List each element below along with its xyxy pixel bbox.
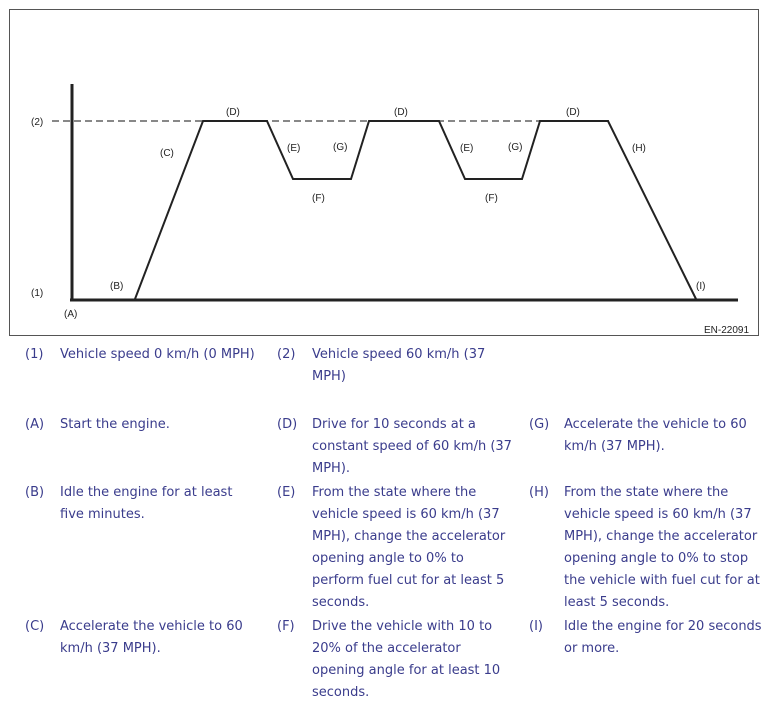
legend-key: (2) — [277, 347, 296, 362]
legend-text: Start the engine. — [60, 417, 170, 432]
legend-text: Drive the vehicle with 10 to 20% of the accelerator opening angle for at least 10 seconds. — [312, 619, 501, 700]
drive-cycle-figure — [9, 9, 759, 336]
label-i: (I) — [696, 281, 706, 292]
label-d-3: (D) — [566, 107, 580, 118]
legend-text: From the state where the vehicle speed is 60 km/h (37 MPH), change the accelerator opening angle to 0% to perform fuel cut for at least 5 seconds. — [312, 485, 506, 610]
label-e-2: (E) — [460, 143, 474, 154]
legend-key: (F) — [277, 619, 295, 634]
label-a: (A) — [64, 309, 78, 320]
label-speed-high: (2) — [31, 117, 44, 128]
legend-text: Accelerate the vehicle to 60 km/h (37 MPH). — [60, 619, 243, 656]
legend-key: (E) — [277, 485, 296, 500]
label-d-1: (D) — [226, 107, 240, 118]
label-b: (B) — [110, 281, 124, 292]
label-g-1: (G) — [333, 142, 348, 153]
legend-key: (I) — [529, 619, 543, 634]
figure-id: EN-22091 — [704, 325, 750, 336]
legend-key: (H) — [529, 485, 549, 500]
legend-key: (1) — [25, 347, 44, 362]
label-c: (C) — [160, 148, 174, 159]
legend-key: (B) — [25, 485, 45, 500]
label-e-1: (E) — [287, 143, 301, 154]
legend-text: Drive for 10 seconds at a constant speed of 60 km/h (37 MPH). — [312, 417, 512, 476]
speed-profile-diagram — [10, 10, 760, 337]
label-g-2: (G) — [508, 142, 523, 153]
legend-text: From the state where the vehicle speed is 60 km/h (37 MPH), change the accelerator opening angle to 0% to stop the vehicle with fuel cut for at least 5 seconds. — [564, 485, 760, 610]
legend-key: (A) — [25, 417, 45, 432]
label-f-1: (F) — [312, 193, 325, 204]
legend-text: Idle the engine for 20 seconds or more. — [564, 619, 762, 656]
legend-text: Idle the engine for at least five minutes. — [60, 485, 233, 522]
legend-text: Accelerate the vehicle to 60 km/h (37 MPH). — [564, 417, 747, 454]
legend — [25, 344, 770, 704]
legend-text: Vehicle speed 60 km/h (37 MPH) — [312, 347, 486, 384]
speed-profile-line — [135, 121, 696, 299]
label-f-2: (F) — [485, 193, 498, 204]
legend-text: Vehicle speed 0 km/h (0 MPH) — [60, 347, 255, 362]
legend-key: (C) — [25, 619, 45, 634]
label-d-2: (D) — [394, 107, 408, 118]
legend-key: (G) — [529, 417, 550, 432]
label-speed-zero: (1) — [31, 288, 44, 299]
label-h: (H) — [632, 143, 646, 154]
legend-key: (D) — [277, 417, 298, 432]
